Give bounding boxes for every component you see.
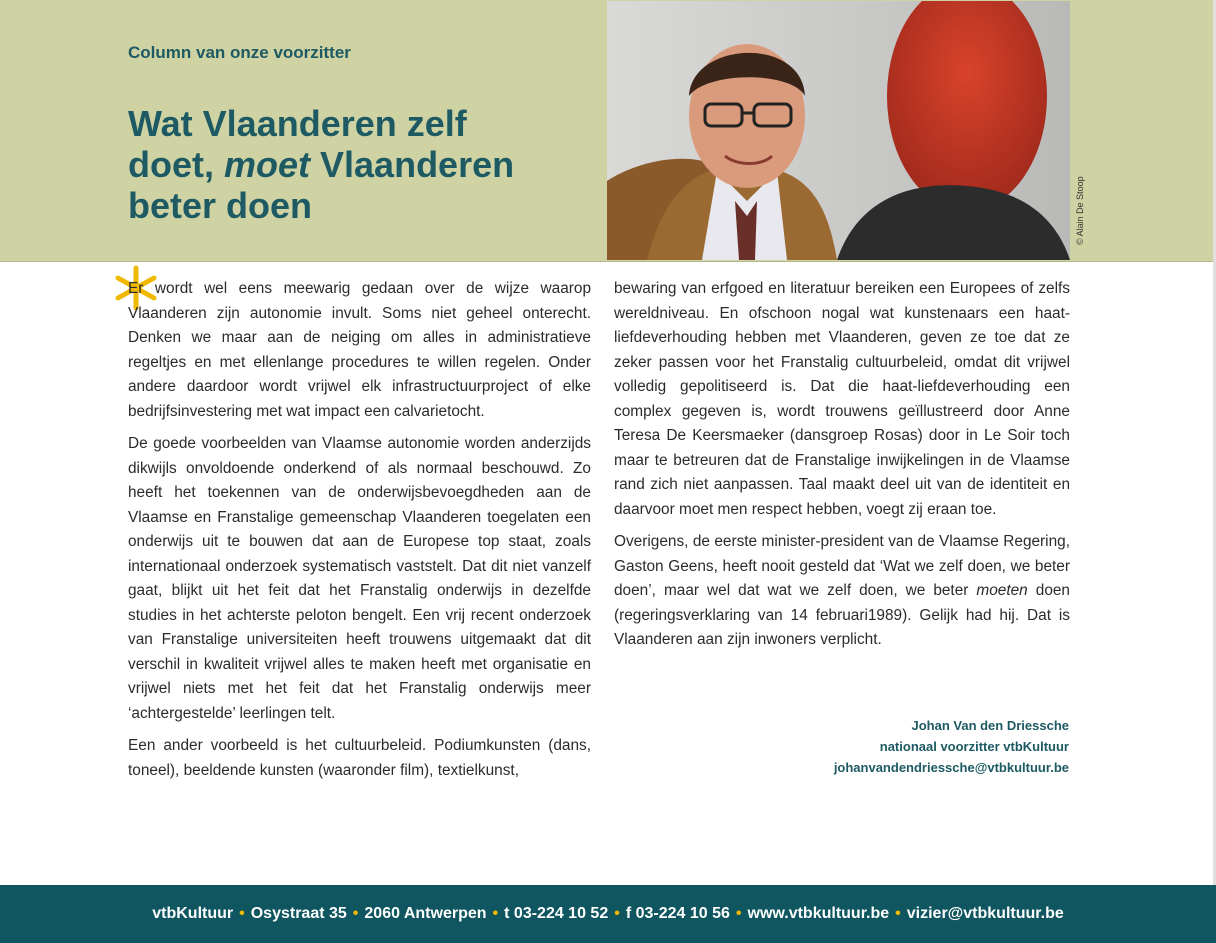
- page-title: [128, 103, 598, 226]
- paragraph-text: doen (regeringsverklaring van 14 februari1989). Gelijk had hij. Dat is Vlaanderen aan zijn inwoners verplicht.: [614, 582, 1070, 648]
- author-portrait-photo: [607, 1, 1070, 260]
- footer-website-link[interactable]: www.vtbkultuur.be: [747, 905, 890, 922]
- article-paragraph: Er wordt wel eens meewarig gedaan over de wijze waarop Vlaanderen zijn autonomie invult. Soms niet geheel onterecht. Denken we maar aan de neiging om alles in administratieve regeltjes en met ellenlange procedures te willen regelen. Onder andere daardoor wordt vrijwel elk infrastructuurproject of elke bedrijfsinvestering met wat impact een calvarietocht.: [128, 280, 591, 420]
- title-line-3: beter doen: [128, 185, 313, 226]
- author-signature: [834, 715, 1069, 778]
- footer-city: 2060 Antwerpen: [364, 905, 487, 922]
- article-column-right: [614, 277, 1070, 661]
- title-line-1: Wat Vlaanderen zelf: [128, 103, 467, 144]
- author-role: nationaal voorzitter vtbKultuur: [879, 739, 1069, 754]
- footer-separator: •: [492, 905, 499, 922]
- article-paragraph: bewaring van erfgoed en literatuur bereiken een Europees of zelfs wereldniveau. En ofschoon nogal wat kunstenaars een haat-liefdeverhouding hebben met Vlaanderen, geven ze toe dat ze zeker passen voor het Franstalig cultuurbeleid, omdat dit vrijwel volledig gepolitiseerd is. Dat die haat-liefdeverhouding een complex gegeven is, wordt trouwens geïllustreerd door Anne Teresa De Keersmaeker (dansgroep Rosas) door in Le Soir toch maar te betreuren dat de Franstalige inwijkelingen in de Vlaamse rand zich niet aanpassen. Taal maakt deel uit van de identiteit en daarvoor moet men respect hebben, voegt zij eraan toe.: [614, 280, 1070, 518]
- emphasis-text: moeten: [976, 582, 1028, 599]
- article-paragraph: [614, 530, 1070, 653]
- paragraph-text: Overigens, de eerste minister-president van de Vlaamse Regering, Gaston Geens, heeft nooit gesteld dat ‘Wat we zelf doen, we beter doen’, maar wel dat wat we zelf doen, we beter: [614, 533, 1070, 599]
- title-line-2-emphasis: moet: [224, 144, 311, 185]
- footer-separator: •: [735, 905, 742, 922]
- article-paragraph: Een ander voorbeeld is het cultuurbeleid. Podiumkunsten (dans, toneel), beeldende kunsten (waaronder film), textielkunst,: [128, 737, 591, 779]
- article-column-left: [128, 277, 591, 791]
- column-kicker: Column van onze voorzitter: [128, 43, 351, 62]
- title-line-2-pre: doet,: [128, 144, 224, 185]
- footer-org: vtbKultuur: [152, 905, 234, 922]
- footer-separator: •: [352, 905, 359, 922]
- author-email[interactable]: johanvandendriessche@vtbkultuur.be: [833, 760, 1069, 775]
- footer-phone: t 03-224 10 52: [504, 905, 609, 922]
- footer-separator: •: [239, 905, 245, 922]
- footer-separator: •: [614, 905, 620, 922]
- photo-credit: © Alain De Stoop: [1075, 176, 1085, 245]
- contact-footer: [0, 885, 1216, 943]
- footer-street: Osystraat 35: [250, 905, 347, 922]
- footer-fax: f 03-224 10 56: [625, 905, 730, 922]
- title-line-2-post: Vlaanderen: [310, 144, 515, 185]
- article-paragraph: De goede voorbeelden van Vlaamse autonomie worden anderzijds dikwijls onvoldoende onderkend of als normaal beschouwd. Zo heeft het toekennen van de onderwijsbevoegdheden aan de Vlaamse en Franstalige gemeenschap Vlaanderen toegelaten een onderwijs uit te bouwen dat aan de Europese top staat, zoals internationaal onderzoek systematisch vaststelt. Dat dit niet vanzelf gaat, blijkt uit het feit dat het Franstalig onderwijs in dezelfde studies in het achterste peloton bengelt. Een vrij recent onderzoek van Franstalige universiteiten heeft trouwens uitgemaakt dat dit verschil in kwaliteit vrijwel alles te maken heeft met organisatie en vrijwel niets met het feit dat het Franstalig onderwijs meer ‘achtergestelde’ leerlingen telt.: [128, 435, 591, 722]
- author-name: Johan Van den Driessche: [911, 718, 1069, 733]
- footer-email-link[interactable]: vizier@vtbkultuur.be: [906, 905, 1064, 922]
- footer-separator: •: [895, 905, 901, 922]
